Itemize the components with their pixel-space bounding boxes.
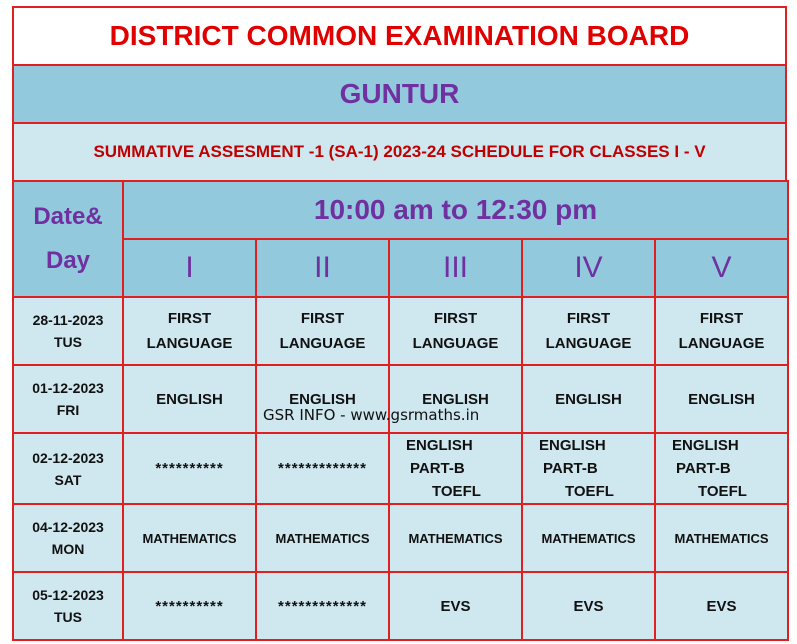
subject-cell xyxy=(389,297,522,365)
class-header-4: IV xyxy=(522,239,655,297)
day: FRI xyxy=(56,402,80,418)
schedule-title: SUMMATIVE ASSESMENT -1 (SA-1) 2023-24 SCHEDULE FOR CLASSES I - V xyxy=(12,122,787,180)
subject-cell xyxy=(123,297,256,365)
subject-cell: MATHEMATICS xyxy=(389,504,522,572)
day: TUS xyxy=(54,609,82,625)
subject-line: ENGLISH xyxy=(406,437,473,454)
subject-cell: ENGLISH xyxy=(123,365,256,433)
date-cell xyxy=(13,365,123,433)
date-cell xyxy=(13,504,123,572)
day: TUS xyxy=(54,334,82,350)
date: 28-11-2023 xyxy=(32,312,104,328)
subject-cell xyxy=(256,297,389,365)
subject-line: ENGLISH xyxy=(539,437,606,454)
subject-cell: MATHEMATICS xyxy=(256,504,389,572)
district-name: GUNTUR xyxy=(12,64,787,122)
subject-line: TOEFL xyxy=(698,483,747,500)
subject-cell xyxy=(389,433,522,504)
subject-line: TOEFL xyxy=(565,483,614,500)
table-row xyxy=(13,572,788,640)
watermark-text: GSR INFO - www.gsrmaths.in xyxy=(263,406,480,424)
date-header-line2: Day xyxy=(45,247,91,274)
subject-cell xyxy=(522,433,655,504)
subject-cell xyxy=(655,433,788,504)
subject-cell: ENGLISH xyxy=(389,365,522,433)
subject-cell: ENGLISH xyxy=(522,365,655,433)
subject-cell: ENGLISH xyxy=(655,365,788,433)
subject-line: LANGUAGE xyxy=(678,335,765,352)
date: 05-12-2023 xyxy=(32,587,104,603)
no-exam-cell: ********** xyxy=(123,572,256,640)
schedule-sheet xyxy=(12,6,787,641)
no-exam-cell: ************* xyxy=(256,572,389,640)
date: 01-12-2023 xyxy=(32,380,104,396)
subject-cell: EVS xyxy=(655,572,788,640)
subject-line: LANGUAGE xyxy=(146,335,233,352)
subject-line: ENGLISH xyxy=(672,437,739,454)
subject-cell: MATHEMATICS xyxy=(655,504,788,572)
subject-cell: ENGLISH xyxy=(256,365,389,433)
day: MON xyxy=(51,541,85,557)
date-cell xyxy=(13,433,123,504)
class-header-5: V xyxy=(655,239,788,297)
subject-line: PART-B xyxy=(543,460,598,477)
board-title: DISTRICT COMMON EXAMINATION BOARD xyxy=(12,6,787,64)
no-exam-cell: ************* xyxy=(256,433,389,504)
date-cell xyxy=(13,572,123,640)
date: 04-12-2023 xyxy=(32,519,104,535)
class-header-1: I xyxy=(123,239,256,297)
subject-line: FIRST xyxy=(167,310,212,327)
subject-line: TOEFL xyxy=(432,483,481,500)
subject-line: FIRST xyxy=(566,310,611,327)
subject-line: FIRST xyxy=(699,310,744,327)
subject-line: FIRST xyxy=(433,310,478,327)
subject-line: PART-B xyxy=(410,460,465,477)
day: SAT xyxy=(54,471,82,488)
table-row xyxy=(13,504,788,572)
subject-cell: MATHEMATICS xyxy=(522,504,655,572)
date-header-line1: Date& xyxy=(33,203,103,230)
table-row xyxy=(13,433,788,504)
date-cell xyxy=(13,297,123,365)
date-day-header xyxy=(13,181,123,297)
table-row xyxy=(13,297,788,365)
subject-line: PART-B xyxy=(676,460,731,477)
subject-line: FIRST xyxy=(300,310,345,327)
no-exam-cell: ********** xyxy=(123,433,256,504)
subject-cell: EVS xyxy=(389,572,522,640)
subject-cell xyxy=(655,297,788,365)
subject-line: LANGUAGE xyxy=(412,335,499,352)
class-header-3: III xyxy=(389,239,522,297)
subject-cell xyxy=(522,297,655,365)
subject-line: LANGUAGE xyxy=(545,335,632,352)
subject-cell: EVS xyxy=(522,572,655,640)
exam-time: 10:00 am to 12:30 pm xyxy=(123,181,788,239)
subject-cell: MATHEMATICS xyxy=(123,504,256,572)
class-header-2: II xyxy=(256,239,389,297)
subject-line: LANGUAGE xyxy=(279,335,366,352)
date: 02-12-2023 xyxy=(32,449,104,466)
